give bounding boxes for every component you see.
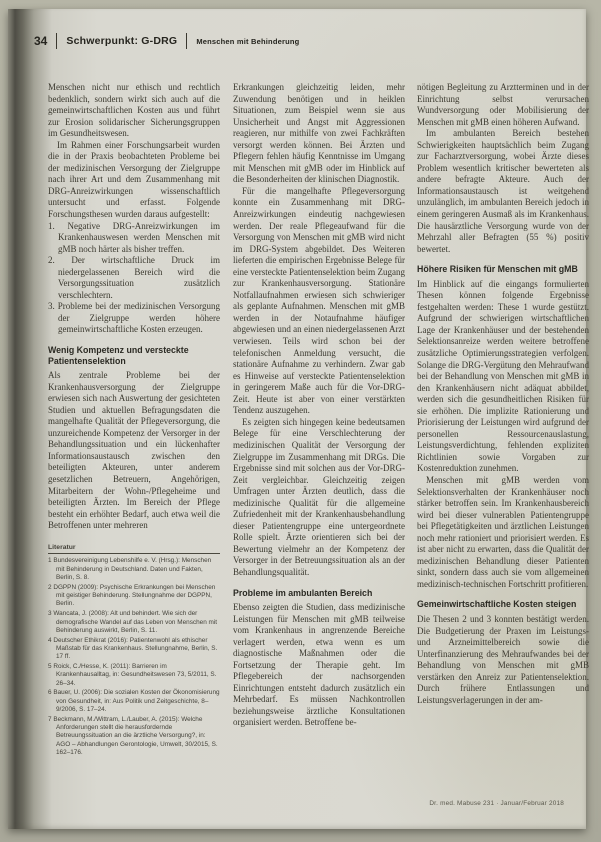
- section-title: Schwerpunkt: G-DRG: [66, 35, 178, 47]
- paragraph: Als zentrale Probleme bei der Krankenhausversorgung der Zielgruppe erwiesen sich nach Auswertung der gesichteten Studien und aktuellen Befragungsdaten die mangelhafte Qualität der Pflegeversorgung, die unzureichende Kompetenz der Versorger in der Behandlungssituation und ein lückenhafter Informationsaustausch zwischen den beteiligten Akteuren, unter anderem gesetzlichen Betreuern, Angehörigen, Mitarbeitern der Wohn-/Pflegeheime und beteiligten Ärzten. Im Bereich der Pflege besteht ein erhöhter Bedarf, auch etwa weil die Betroffenen unter mehreren: [48, 370, 220, 531]
- paragraph: Menschen nicht nur ethisch und rechtlich bedenklich, sondern wirkt sich auch auf die gemeinwirtschaftlichen Kosten aus und führt zur Erosion solidarischer Sicherungsgruppen im Gesundheitswesen.: [48, 82, 220, 139]
- subheading: Wenig Kompetenz und versteckte Patientenselektion: [48, 345, 189, 366]
- article-column-2: [233, 82, 405, 824]
- paragraph: Für die mangelhafte Pflegeversorgung konnte ein Zusammenhang mit DRG-Anreizwirkungen eindeutig nachgewiesen werden. Der reale Pflegeaufwand für die Versorgung von Menschen mit gMB wird nicht im DRG-System abgebildet. Des Weiteren lieferten die empirischen Ergebnisse Belege für eine versteckte Patientenselektion beim Zugang zur Krankenhausversorgung. Stationäre Notfallaufnahmen erwiesen sich schwieriger als geplante Aufnahmen. Menschen mit gMB werden in der Notaufnahme häufiger abgewiesen und an einen niedergelassenen Arzt verwiesen. Teils wird schon bei der telefonischen Anmeldung versucht, die stationäre Aufnahme zu verhindern. Zwar gab es Hinweise auf versteckte Patientenselektion in geringerem Maße auch für die Vor-DRG-Zeit. Heute ist aber von einer verstärkten Tendenz auszugehen.: [233, 185, 405, 416]
- journal-footer: Dr. med. Mabuse 231 · Januar/Februar 2018: [429, 800, 564, 807]
- paragraph: Die Thesen 2 und 3 konnten bestätigt werden. Die Budgetierung der Praxen im Leistungs- und Arzneimittelbereich sowie die Unterfinanzierung des Mehraufwandes bei der Behandlung von Menschen mit gMB verstärken den Anreiz zur Patientenselektion. Durch frühere Entlassungen und Leistungsverlagerungen in der am-: [417, 613, 589, 705]
- footnote: 1 Bundesvereinigung Lebenshilfe e. V. (Hrsg.): Menschen mit Behinderung in Deutschland. Daten und Fakten, Berlin, S. 8.: [48, 557, 212, 582]
- article-column-3: [417, 82, 589, 824]
- literature-footnotes: [48, 544, 220, 758]
- paper-sheet: [8, 9, 589, 829]
- paragraph: Im Hinblick auf die eingangs formulierten Thesen können folgende Ergebnisse festgehalten werden: These 1 wurde gestützt. Aufgrund der schwierigen wirtschaftlichen Lage der Krankenhäuser und der bestehenden Selektionsanreize werden weitere betroffene zusätzliche Optimierungsstrategien verfolgen. Solange die DRG-Vergütung den Mehraufwand bei der Behandlung von Menschen mit gMB in den Krankenhäusern nicht adäquat abbildet, werden sich die gesundheitlichen Risiken für sie erhöhen. Die implizite Rationierung und Priorisierung der Leistungen wird aufgrund der personellen Ressourcenauslastung, Leistungsverdichtung, fehlenden expliziten Richtlinien sowie Vorgaben zur Kostenreduktion zunehmen.: [417, 278, 589, 474]
- footnote: 7 Beckmann, M./Wittram, L./Lauber, A. (2015): Welche Anforderungen stellt die herausfordernde Betreuungssituation an die ärztliche Versorgung?, in: AGO – Abhandlungen Gerontologie, Umwelt, 30/2015, S. 162–176.: [48, 715, 218, 757]
- paragraph: Es zeigten sich hingegen keine bedeutsamen Belege für eine Verschlechterung der medizinischen Qualität der Versorgung der Zielgruppe im Zusammenhang mit DRGs. Die Ergebnisse sind mit solchen aus der Vor-DRG-Zeit vergleichbar. Gleichzeitig zeigen Umfragen unter Ärzten deutlich, dass die medizinische Qualität für die allgemeine Zufriedenheit mit der Krankenhausbehandlung dieser Patientengruppe eine untergeordnete Rolle spielt. Ärzte orientieren sich bei der Bewertung vielmehr an der Kompetenz der Versorger in der Betreuungssituation als an der Behandlungsqualität.: [233, 416, 405, 577]
- article-column-1: [48, 82, 220, 824]
- thesis-item-1: 1. Negative DRG-Anreizwirkungen im Krankenhauswesen werden Menschen mit gMB noch härter als bisher treffen.: [48, 220, 220, 254]
- footnote: 6 Bauer, U. (2006): Die sozialen Kosten der Ökonomisierung von Gesundheit, in: Aus Politik und Zeitgeschichte, 8–9/2006, S. 17–24.: [48, 689, 220, 714]
- footnote: 3 Wancata, J. (2008): Alt und behindert. Wie sich der demografische Wandel auf das Leben von Menschen mit Behinderung auswirkt, Berlin, S. 11.: [48, 610, 218, 634]
- header-divider: [186, 33, 187, 49]
- header-divider: [56, 33, 57, 49]
- subheading: Probleme im ambulanten Bereich: [233, 587, 373, 598]
- thesis-item-3: 3. Probleme bei der medizinischen Versorgung der Zielgruppe werden höhere gemeinwirtschaftliche Kosten erzeugen.: [48, 301, 220, 335]
- section-topic: Menschen mit Behinderung: [196, 36, 300, 46]
- paragraph: Im Rahmen einer Forschungsarbeit wurden die in der Praxis beobachteten Probleme bei der medizinischen Versorgung der Zielgruppe nach ihrer Art und dem Zusammenhang mit DRG-Anreizwirkungen wissenschaftlich untersucht und erfasst. Folgende Forschungsthesen wurden daraus aufgestellt:: [48, 139, 220, 220]
- subheading: Gemeinwirtschaftliche Kosten steigen: [417, 599, 577, 610]
- paragraph: Erkrankungen gleichzeitig leiden, mehr Zuwendung benötigen und in heiklen Situationen, zum Beispiel wenn sie aus Unsicherheit und Angst mit Aggressionen reagieren, nur mithilfe von zwei Fachkräften versorgt werden können. Bei Ärzten und Pflegern fehlen häufig Kenntnisse im Umgang mit Menschen mit gMB oder im Hinblick auf die Besonderheiten der klinischen Diagnostik.: [233, 82, 405, 185]
- paragraph: nötigen Begleitung zu Arztterminen und in der Einrichtung selbst verursachen Wundversorgung oder Mobilisierung der Menschen mit gMB einen höheren Aufwand.: [417, 82, 589, 127]
- paragraph: Im ambulanten Bereich bestehen Schwierigkeiten hauptsächlich beim Zugang zur Facharztversorgung, wobei Ärzte dieses Problem wesentlich kritischer bewerteten als andere befragte Akteure. Auch der Informationsaustausch ist weitgehend unzulänglich, im ambulanten Bereich jedoch in einem geringeren Ausmaß als im Krankenhaus. Die hausärztliche Versorgung wurde von der Mehrzahl aller Befragten (55 %) positiv bewertet.: [417, 128, 589, 254]
- footnote: 4 Deutscher Ethikrat (2016): Patientenwohl als ethischer Maßstab für das Krankenhaus. Stellungnahme, Berlin, S. 17 ff.: [48, 636, 218, 661]
- subheading: Höhere Risiken für Menschen mit gMB: [417, 264, 578, 275]
- footnote: 5 Roick, C./Hesse, K. (2011): Barrieren im Krankenhausalltag, in: Gesundheitswesen 73, 5/2011, S. 26–34.: [48, 663, 217, 687]
- paragraph: Ebenso zeigten die Studien, dass medizinische Leistungen für Menschen mit gMB teilweise vom Krankenhaus in angrenzende Bereiche verlagert werden, etwa wenn es um diagnostische Maßnahmen oder die Fortsetzung der Therapie geht. Im Pflegebereich der nachsorgenden Einrichtungen entsteht dadurch zusätzlich ein Mehrbedarf. Es müssen Nachkontrollen beziehungsweise ärztliche Konsultationen organisiert werden. Betroffene be-: [233, 602, 405, 728]
- thesis-item-2: 2. Der wirtschaftliche Druck im niedergelassenen Bereich wird die Versorgungssituation zusätzlich verschlechtern.: [48, 255, 220, 300]
- paragraph: Menschen mit gMB werden vom Selektionsverhalten der Krankenhäuser noch stärker betroffen sein. Im Krankenhausbereich wird bei dieser vulnerablen Patientengruppe bei Pflegetätigkeiten und ärztlichen Leistungen noch mehr rationiert und priorisiert werden. Es ist aber nicht zu erwarten, dass die Qualität der medizinischen Behandlung dieser Patienten sinkt, sondern dass auch sie vom allgemeinen medizinisch-technischen Fortschritt profitieren.: [417, 475, 589, 589]
- literature-label: Literatur: [48, 544, 220, 555]
- footnote: 2 DGPPN (2009): Psychische Erkrankungen bei Menschen mit geistiger Behinderung. Stellungnahme der DGPPN, Berlin.: [48, 583, 216, 608]
- page-number: 34: [34, 34, 48, 48]
- page-header: [34, 33, 299, 49]
